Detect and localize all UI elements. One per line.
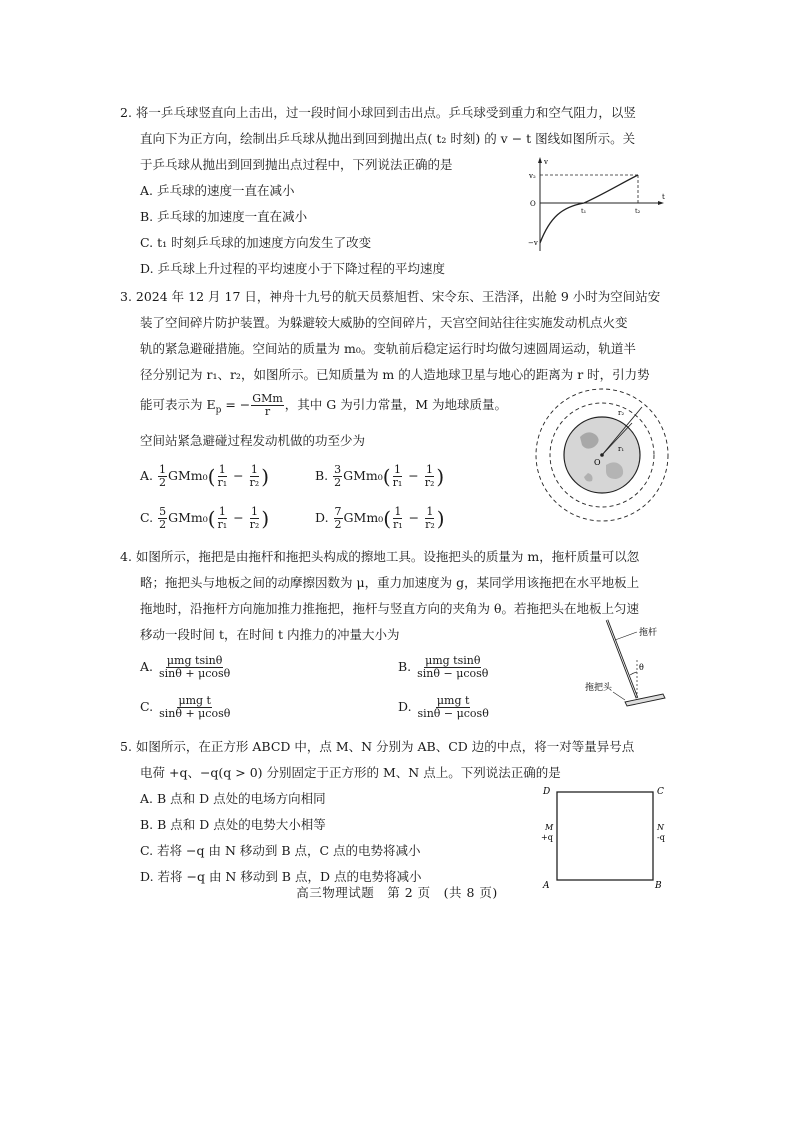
q3-option-b: B. $\frac{3}{2}$ GMm₀( $\frac{1}{\text{r₁}}$ − $\frac{1}{\text{r₂}}$ ) xyxy=(315,463,445,489)
q4-stem-line4: 移动一段时间 t，在时间 t 内推力的冲量大小为 xyxy=(140,627,400,642)
q3-opt-d-coef-den: 2 xyxy=(334,518,342,531)
q3-opt-d-f1 xyxy=(392,506,404,531)
q4-option-d xyxy=(398,692,491,722)
q3-opt-b-coef xyxy=(333,464,342,489)
q3-stem-line3: 轨的紧急避碰措施。空间站的质量为 m₀。变轨前后稳定运行时均做匀速圆周运动，轨道半 xyxy=(140,341,636,356)
q3-opt-b-f2-num: 1 xyxy=(426,463,434,476)
q5-point-n: N xyxy=(657,823,664,832)
q5-point-b: B xyxy=(655,881,662,891)
q3-option-a: A. $\frac{1}{2}$ GMm₀( $\frac{1}{\text{r₁}}$ − $\frac{1}{\text{r₂}}$ ) xyxy=(140,463,270,489)
q2-vt-graph xyxy=(528,155,668,255)
q4-pole-label: 拖杆 xyxy=(639,628,658,638)
q3-ep-post: ，其中 G 为引力常量，M 为地球质量。 xyxy=(284,397,507,412)
q3-opt-c-f1-num: 1 xyxy=(218,505,226,518)
q3-stem-line4: 径分别记为 r₁、r₂，如图所示。已知质量为 m 的人造地球卫星与地心的距离为 r 时，引力势 xyxy=(140,367,650,382)
q4-opt-d-label: D. xyxy=(398,699,416,714)
q3-ep-num: GMm xyxy=(252,392,283,405)
q4-option-c xyxy=(140,692,232,722)
q3-orbit-r2-label: r₂ xyxy=(618,409,625,417)
q4-opt-d-den: sinθ − μcosθ xyxy=(417,707,489,720)
q5-point-d: D xyxy=(543,787,551,797)
q3-ep-sub: p xyxy=(215,405,222,416)
q3-opt-c-f1 xyxy=(217,506,229,531)
q4-opt-c-num: μmg t xyxy=(178,694,211,707)
q3-opt-b-coef-num: 3 xyxy=(334,463,342,476)
q2-graph-t2-label: t₂ xyxy=(635,207,641,215)
q3-opt-c-f2-den: r₂ xyxy=(249,518,260,531)
q3-opt-d-f2-den: r₂ xyxy=(425,518,435,531)
q4-opt-d-frac xyxy=(417,695,490,720)
q2-stem-line1: 2. 将一乒乓球竖直向上击出，过一段时间小球回到击出点。乒乓球受到重力和空气阻力，以竖 xyxy=(120,105,636,120)
q2-graph-origin: O xyxy=(530,200,536,208)
q3-opt-a-f1 xyxy=(216,464,228,489)
q2-option-a: A. 乒乓球的速度一直在减小 xyxy=(140,183,295,198)
q5-point-a: A xyxy=(543,881,550,891)
q3-orbit-r1-label: r₁ xyxy=(618,445,625,453)
q2-option-d: D. 乒乓球上升过程的平均速度小于下降过程的平均速度 xyxy=(140,261,446,276)
q3-ep-text: 能可表示为 E xyxy=(140,397,216,412)
q4-option-b xyxy=(398,652,490,682)
q3-opt-a-coef-num: 1 xyxy=(158,463,166,476)
q3-opt-d-gm: GMm₀ xyxy=(343,510,384,525)
q4-opt-c-den: sinθ + μcosθ xyxy=(159,707,231,720)
q3-opt-b-f1-num: 1 xyxy=(393,463,401,476)
q3-stem-line6: 空间站紧急避碰过程发动机做的功至少为 xyxy=(140,433,366,448)
q2-option-c: C. t₁ 时刻乒乓球的加速度方向发生了改变 xyxy=(140,235,372,250)
q3-opt-d-f2 xyxy=(424,506,436,531)
q2-option-b: B. 乒乓球的加速度一直在减小 xyxy=(140,209,308,224)
q5-charge-minus: -q xyxy=(657,833,665,842)
q3-opt-b-gm: GMm₀ xyxy=(343,468,383,483)
q3-ep-fraction xyxy=(251,393,283,418)
q3-opt-a-f1-den: r₁ xyxy=(217,476,228,489)
q4-opt-c-label: C. xyxy=(140,699,158,714)
q3-opt-d-coef xyxy=(334,506,343,531)
q3-option-c: C. $\frac{5}{2}$ GMm₀( $\frac{1}{\text{r₁}}$ − $\frac{1}{\text{r₂}}$ ) xyxy=(140,505,270,531)
q5-square-diagram xyxy=(535,782,665,892)
q3-opt-c-coef-den: 2 xyxy=(159,518,167,531)
q4-stem-line3: 拖地时，沿拖杆方向施加推力推拖把，拖杆与竖直方向的夹角为 θ。若拖把头在地板上匀速 xyxy=(140,601,640,616)
q3-opt-d-f1-den: r₁ xyxy=(393,518,403,531)
q3-opt-d-f1-num: 1 xyxy=(394,505,402,518)
q5-option-b: B. B 点和 D 点处的电势大小相等 xyxy=(140,817,326,832)
q3-opt-a-coef-den: 2 xyxy=(158,476,166,489)
q5-point-m: M xyxy=(545,823,554,832)
q4-opt-b-num: μmg tsinθ xyxy=(425,654,481,667)
q2-graph-v2-label: v₂ xyxy=(529,172,536,180)
q2-stem-line2: 直向下为正方向，绘制出乒乓球从抛出到回到抛出点( t₂ 时刻) 的 v − t 图线如图所示。关 xyxy=(140,131,636,146)
q4-opt-a-label: A. xyxy=(140,659,157,674)
q4-opt-c-frac xyxy=(158,695,231,720)
q3-opt-a-f2 xyxy=(249,464,261,489)
q4-opt-a-num: μmg tsinθ xyxy=(166,654,223,667)
q3-opt-b-label: B. xyxy=(315,468,333,483)
q5-point-c: C xyxy=(657,787,664,797)
q3-opt-a-f2-den: r₂ xyxy=(249,476,260,489)
q4-option-a xyxy=(140,652,232,682)
q3-opt-c-f2 xyxy=(249,506,261,531)
q3-ep-eq: = − xyxy=(221,397,251,412)
q4-stem-line1: 4. 如图所示，拖把是由拖杆和拖把头构成的擦地工具。设拖把头的质量为 m，拖杆质量可以忽 xyxy=(120,549,640,564)
q3-opt-b-f2-den: r₂ xyxy=(424,476,435,489)
q3-orbit-center-label: O xyxy=(594,458,601,467)
q4-opt-d-num: μmg t xyxy=(436,694,470,707)
q5-stem-line1: 5. 如图所示，在正方形 ABCD 中，点 M、N 分别为 AB、CD 边的中点，将一对等量异号点 xyxy=(120,739,635,754)
q3-opt-a-f2-num: 1 xyxy=(250,463,258,476)
q4-angle-label: θ xyxy=(639,663,644,672)
q5-option-a: A. B 点和 D 点处的电场方向相同 xyxy=(140,791,326,806)
q3-stem-line5 xyxy=(140,392,507,424)
q2-graph-t-label: t xyxy=(662,193,665,201)
q5-charge-plus: +q xyxy=(541,833,553,842)
q3-stem-line1: 3. 2024 年 12 月 17 日，神舟十九号的航天员蔡旭哲、宋令东、王浩泽，出舱 9 小时为空间站安 xyxy=(120,289,661,304)
q4-opt-a-den: sinθ + μcosθ xyxy=(158,667,231,680)
q3-opt-b-f1 xyxy=(392,464,404,489)
q3-option-d: D. $\frac{7}{2}$ GMm₀( $\frac{1}{\text{r₁}}$ − $\frac{1}{\text{r₂}}$ ) xyxy=(315,505,445,531)
q4-opt-a-frac xyxy=(158,655,231,680)
q3-opt-d-coef-num: 7 xyxy=(334,505,342,518)
q2-graph-v-label: v xyxy=(544,158,548,166)
q3-opt-a-label: A. xyxy=(140,468,157,483)
q3-stem-line2: 装了空间碎片防护装置。为躲避较大威胁的空间碎片，天宫空间站往往实施发动机点火变 xyxy=(140,315,628,330)
q3-opt-a-coef xyxy=(158,464,167,489)
q4-opt-b-den: sinθ − μcosθ xyxy=(417,667,489,680)
q2-graph-t1-label: t₁ xyxy=(581,207,587,215)
q3-opt-c-gm: GMm₀ xyxy=(168,510,208,525)
q4-head-label: 拖把头 xyxy=(585,683,613,693)
q3-opt-a-gm: GMm₀ xyxy=(167,468,208,483)
q2-stem-line3: 于乒乓球从抛出到回到抛出点过程中，下列说法正确的是 xyxy=(140,157,453,172)
q3-opt-b-f2 xyxy=(424,464,436,489)
q3-opt-c-label: C. xyxy=(140,510,158,525)
page-footer: 高三物理试题 第 2 页 (共 8 页) xyxy=(296,885,498,900)
q3-opt-a-f1-num: 1 xyxy=(218,463,226,476)
q3-opt-d-f2-num: 1 xyxy=(426,505,434,518)
q4-opt-b-label: B. xyxy=(398,659,416,674)
q3-opt-b-coef-den: 2 xyxy=(334,476,342,489)
q3-opt-c-coef xyxy=(158,506,167,531)
q5-stem-line2: 电荷 +q、−q(q > 0) 分别固定于正方形的 M、N 点上。下列说法正确的是 xyxy=(140,765,561,780)
q3-opt-c-coef-num: 5 xyxy=(159,505,167,518)
q3-ep-den: r xyxy=(264,405,271,418)
q3-opt-c-f2-num: 1 xyxy=(250,505,258,518)
q5-option-d: D. 若将 −q 由 N 移动到 B 点，D 点的电势将减小 xyxy=(140,869,422,884)
q4-stem-line2: 略；拖把头与地板之间的动摩擦因数为 μ，重力加速度为 g，某同学用该拖把在水平地板上 xyxy=(140,575,640,590)
q4-mop-diagram xyxy=(585,618,685,718)
q3-opt-b-f1-den: r₁ xyxy=(392,476,403,489)
q4-opt-b-frac xyxy=(416,655,489,680)
q2-graph-negv-label: −v xyxy=(528,239,538,247)
q5-option-c: C. 若将 −q 由 N 移动到 B 点，C 点的电势将减小 xyxy=(140,843,421,858)
q3-opt-c-f1-den: r₁ xyxy=(217,518,228,531)
q3-orbit-diagram xyxy=(532,385,672,525)
q3-opt-d-label: D. xyxy=(315,510,333,525)
